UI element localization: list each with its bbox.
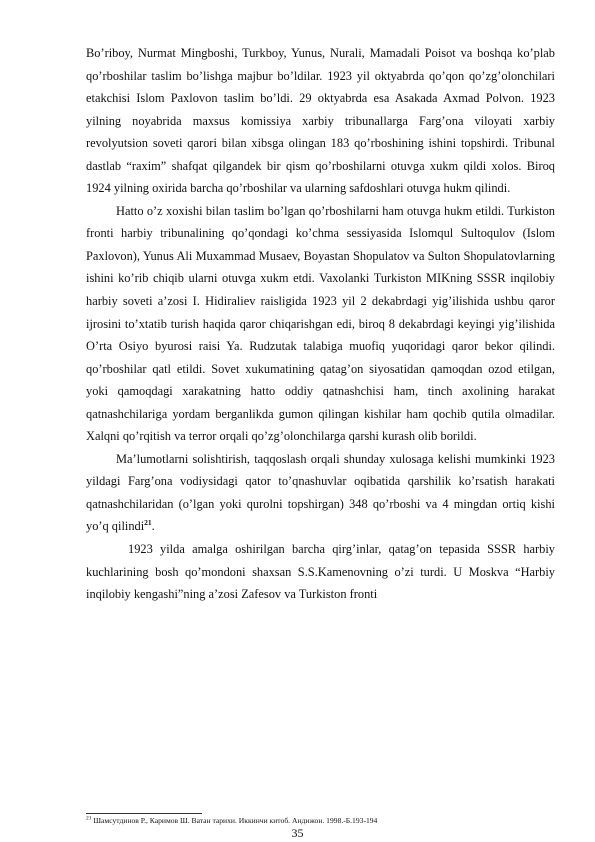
paragraph-3-end: . xyxy=(151,519,155,534)
paragraph-3-text: Ma’lumotlarni solishtirish, taqqoslash orqali shunday xulosaga kelishi mumkinki 1923 yildagi Farg’ona vodiysidagi qator to’qnashuvlar oqibatida qarshilik ko’rsatish harakati qatnashchilaridan (o’lgan yoki qurolni topshirgan) 348 qo’rboshi va 4 mingdan ortiq kishi yo’q qilindi xyxy=(86,451,555,534)
paragraph-1: Bo’riboy, Nurmat Mingboshi, Turkboy, Yunus, Nurali, Mamadali Poisot va boshqa ko’plab qo’rboshilar taslim bo’lishga majbur bo’ldilar. 1923 yil oktyabrda qo’qon qo’zg’olonchilari etakchisi Islom Paxlovon taslim bo’ldi. 29 oktyabrda esa Asakada Axmad Polvon. 1923 yilning noyabrida maxsus komissiya xarbiy tribunallarga Farg’ona viloyati xarbiy revolyutsion soveti qarori bilan xibsga olingan 183 qo’rboshining ishini topshirdi. Tribunal dastlab “raxim” shafqat qilgandek bir qism qo’rboshilarni otuvga xukm qildi xolos. Biroq 1924 yilning oxirida barcha qo’rboshilar va ularning safdoshlari otuvga hukm qilindi. xyxy=(86,46,555,196)
footnote-reference[interactable]: 21 xyxy=(144,518,152,528)
paragraph-2: Hatto o’z xoxishi bilan taslim bo’lgan qo’rboshilarni ham otuvga hukm etildi. Turkiston fronti harbiy tribunalining qo’qondagi ko’chma sessiyasida Islomqul Sultoqulov (Islom Paxlovon), Yunus Ali Muxammad Musaev, Boyastan Shopulatov va Sulton Shopulatovlarning ishini ko’rib chiqib ularni otuvga xukm etdi. Vaxolanki Turkiston MIKning SSSR inqilobiy harbiy soveti a’zosi I. Hidiraliev raisligida 1923 yil 2 dekabrdagi yig’ilishida ushbu qaror ijrosini to’xtatib turish haqida qaror chiqarishgan edi, biroq 8 dekabrdagi keyingi yig’ilishida O’rta Osiyo byurosi raisi Ya. Rudzutak talabiga muofiq yuqoridagi qaror bekor qilindi. qo’rboshilar qatl etildi. Sovet xukumatining qatag’on siyosatidan qamoqdan ozod etilgan, yoki qamoqdagi xarakatning hatto oddiy qatnashchisi ham, tinch axolining harakat qatnashchilariga yordam berganlikda gumon qilingan kishilar ham qochib qutila olmadilar. Xalqni qo’rqitish va terror orqali qo’zg’olonchilarga qarshi kurash olib borildi. xyxy=(86,203,555,444)
paragraph-3 xyxy=(86,448,555,538)
footnote-number: 21 xyxy=(86,815,92,822)
footnote-divider xyxy=(86,813,202,814)
body-text xyxy=(86,42,555,606)
footnote-text: Шамсутдинов Р., Каримов Ш. Ватан тарихи. Иккинчи китоб. Андижон. 1998.-Б.193-194 xyxy=(91,816,378,825)
page-number: 35 xyxy=(291,826,304,840)
footnote xyxy=(86,816,555,826)
paragraph-4: 1923 yilda amalga oshirilgan barcha qirg’inlar, qatag’on tepasida SSSR harbiy kuchlarining bosh qo’mondoni shaxsan S.S.Kamenovning o’zi turdi. U Moskva “Harbiy inqilobiy kengashi”ning a’zosi Zafesov va Turkiston fronti xyxy=(86,542,555,602)
